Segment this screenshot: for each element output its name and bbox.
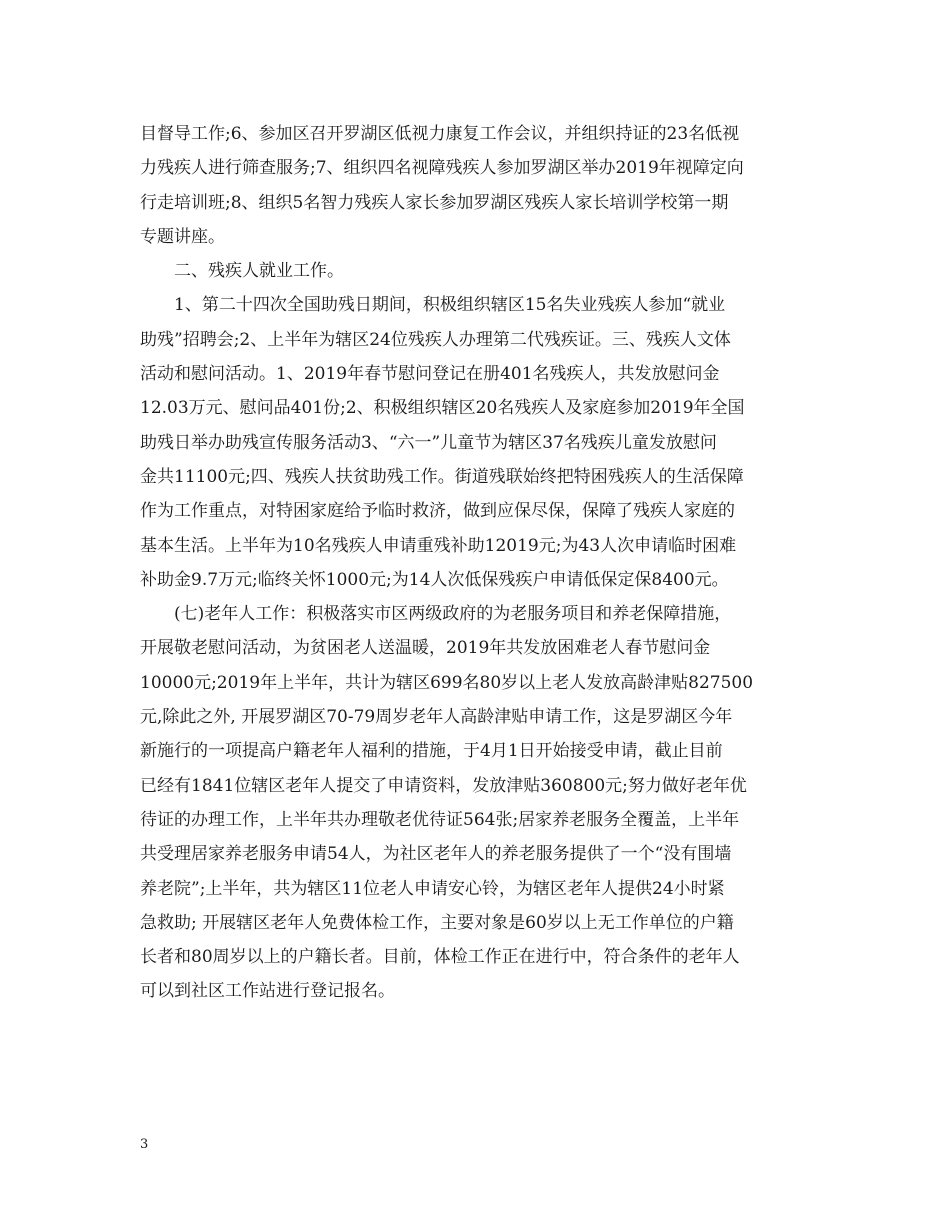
text-line: 1、第二十四次全国助残日期间，积极组织辖区15名失业残疾人参加“就业 [174, 295, 726, 316]
body-text [140, 117, 830, 1009]
text-line: 作为工作重点，对特困家庭给予临时救济，做到应保尽保，保障了残疾人家庭的 [140, 501, 735, 522]
text-line: 元,除此之外, 开展罗湖区70-79周岁老年人高龄津贴申请工作，这是罗湖区今年 [140, 707, 733, 728]
text-line: 助残”招聘会;2、上半年为辖区24位残疾人办理第二代残疾证。三、残疾人文体 [140, 329, 731, 350]
text-line: 养老院”;上半年，共为辖区11位老人申请安心铃，为辖区老年人提供24小时紧 [140, 878, 725, 899]
text-line: 金共11100元;四、残疾人扶贫助残工作。街道残联始终把特困残疾人的生活保障 [140, 466, 744, 487]
text-line: 开展敬老慰问活动，为贫困老人送温暖，2019年共发放困难老人春节慰问金 [140, 638, 711, 659]
text-line: 补助金9.7万元;临终关怀1000元;为14人次低保残疾户申请低保定保8400元。 [140, 569, 729, 590]
text-line: 二、残疾人就业工作。 [174, 261, 344, 282]
text-line: 10000元;2019年上半年，共计为辖区699名80岁以上老人发放高龄津贴827500 [140, 672, 754, 693]
text-line: 目督导工作;6、参加区召开罗湖区低视力康复工作会议，并组织持证的23名低视 [140, 124, 740, 144]
text-line: 共受理居家养老服务申请54人，为社区老年人的养老服务提供了一个“没有围墙 [140, 844, 732, 865]
text-line: 可以到社区工作站进行登记报名。 [140, 981, 395, 1002]
text-line: 专题讲座。 [140, 226, 225, 247]
text-line: 待证的办理工作，上半年共办理敬老优待证564张;居家养老服务全覆盖，上半年 [140, 809, 740, 830]
text-line: 长者和80周岁以上的户籍长者。目前，体检工作正在进行中，符合条件的老年人 [140, 947, 740, 968]
page-number: 3 [140, 1137, 149, 1152]
text-line: 已经有1841位辖区老年人提交了申请资料，发放津贴360800元;努力做好老年优 [140, 775, 747, 796]
text-line: 力残疾人进行筛查服务;7、组织四名视障残疾人参加罗湖区举办2019年视障定向 [140, 158, 744, 179]
text-line: 行走培训班;8、组织5名智力残疾人家长参加罗湖区残疾人家长培训学校第一期 [140, 192, 729, 213]
text-line: 12.03万元、慰问品401份;2、积极组织辖区20名残疾人及家庭参加2019年全国 [140, 398, 745, 419]
text-line: 新施行的一项提高户籍老年人福利的措施，于4月1日开始接受申请，截止目前 [140, 741, 723, 762]
text-line: 基本生活。上半年为10名残疾人申请重残补助12019元;为43人次申请临时困难 [140, 535, 737, 556]
text-line: 活动和慰问活动。1、2019年春节慰问登记在册401名残疾人，共发放慰问金 [140, 364, 720, 385]
text-line: 急救助; 开展辖区老年人免费体检工作，主要对象是60岁以上无工作单位的户籍 [140, 912, 734, 933]
text-line: 助残日举办助残宣传服务活动3、“六一”儿童节为辖区37名残疾儿童发放慰问 [140, 432, 717, 453]
text-line: (七)老年人工作：积极落实市区两级政府的为老服务项目和养老保障措施， [174, 604, 732, 625]
